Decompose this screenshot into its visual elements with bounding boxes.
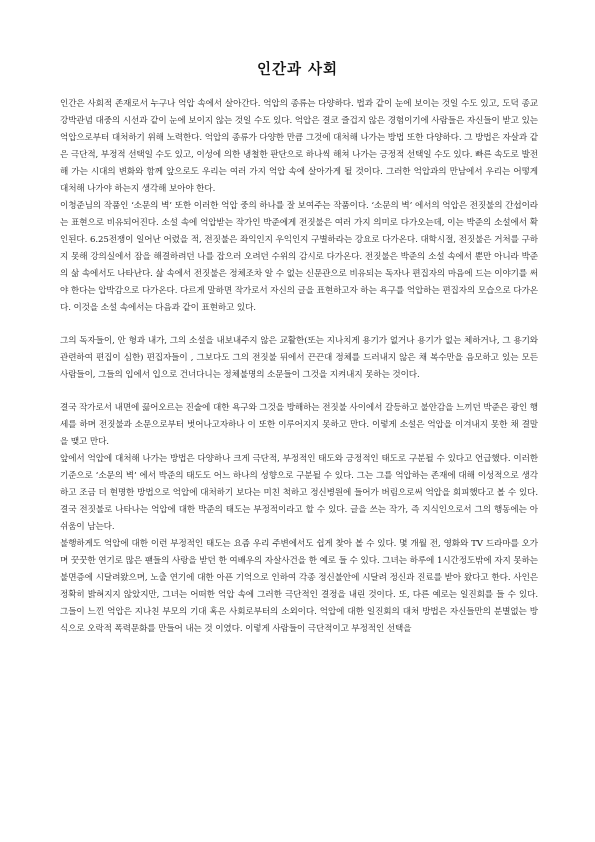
document-body [60, 96, 538, 638]
paragraph-intro: 인간은 사회적 존재로서 누구나 억압 속에서 살아간다. 억압의 종류는 다양하다. 법과 같이 눈에 보이는 것일 수도 있고, 도덕 종교 강박관념 대중의 시선과 같이 눈에 보이지 않는 것일 수도 있다. 억압은 결코 즐겁지 않은 경험이기에 사람들은 자신들이 받고 있는 억압으로부터 대처하기 위해 노력한다. 억압의 종류가 다양한 만큼 그것에 대처해 나가는 방법 또한 다양하다. 그 방법은 자살과 같은 극단적, 부정적 선택일 수도 있고, 이성에 의한 냉철한 판단으로 하나씩 해쳐 나가는 긍정적 선택일 수도 있다. 빠른 속도로 발전해 가는 시대의 변화와 함께 앞으로도 우리는 여러 가지 억압 속에 살아가게 될 것이다. 그러한 억압과의 만남에서 우리는 어떻게 대처해 나가야 하는지 생각해 보아야 한다. [60, 99, 538, 194]
paragraph-quotation: 그의 독자들이, 안 형과 내가, 그의 소설을 내보내주지 않은 교활한(또는 지나치게 용기가 없거나 용기가 없는 체하거나, 그 용기와 관련하여 편집이 심한) 편집자들이 , 그보다도 그의 전짓불 뒤에서 끈끈대 정체를 드러내지 않은 채 복수만을 음모하고 있는 모든 사람들이, 그들의 입에서 입으로 건너다니는 정체불명의 소문들이 그것을 지켜내지 못하는 것이다. [60, 336, 538, 380]
paragraph-modern-examples: 불행하게도 억압에 대한 이런 부정적인 태도는 요즘 우리 주변에서도 쉽게 찾아 볼 수 있다. 몇 개월 전, 영화와 TV 드라마를 오가며 꿋꿋한 연기로 많은 팬들의 사랑을 받던 한 여배우의 자살사건을 한 예로 들 수 있다. 그녀는 하루에 1시간정도밖에 자지 못하는 불면증에 시달려왔으며, 노출 연기에 대한 아픈 기억으로 인하여 각종 정신불안에 시달려 정신과 진료를 받아 왔다고 한다. 사인은 정확히 밝혀지지 않았지만, 그녀는 어떠한 억압 속에 그러한 극단적인 결정을 내린 것이다. 또, 다른 예로는 일진회를 들 수 있다. 그들이 느낀 억압은 지나친 부모의 기대 혹은 사회로부터의 소외이다. 억압에 대한 일진회의 대처 방법은 자신들만의 분별없는 방식으로 오락적 폭력문화를 만들어 내는 것 이였다. 이렇게 사람들이 극단적이고 부정적인 선택을 [60, 539, 538, 634]
paragraph-conclusion-of-novel: 결국 작가로서 내면에 끓어오르는 진술에 대한 욕구와 그것을 방해하는 전짓불 사이에서 갈등하고 불안감을 느끼던 박준은 광인 행세를 하며 전짓불과 소문으로부터 벗어나고자하나 이 또한 이루어지지 못하고 만다. 이렇게 소설은 억압을 이겨내지 못한 채 결말을 맺고 만다. [60, 403, 538, 447]
paragraph-attitude-analysis: 앞에서 억압에 대처해 나가는 방법은 다양하나 크게 극단적, 부정적인 태도와 긍정적인 태도로 구분될 수 있다고 언급했다. 이러한 기준으로 ‘소문의 벽’ 에서 박준의 태도도 어느 하나의 성향으로 구분될 수 있다. 그는 그를 억압하는 존재에 대해 이성적으로 생각하고 조금 더 현명한 방법으로 억압에 대처하기 보다는 미친 척하고 정신병원에 들어가 버림으로써 억압을 회피했다고 볼 수 있다. 결국 전짓불로 나타나는 억압에 대한 박준의 태도는 부정적이라고 할 수 있다. 글을 쓰는 작가, 즉 지식인으로서 그의 행동에는 아쉬움이 남는다. [60, 454, 538, 532]
page-title: 인간과 사회 [256, 62, 339, 78]
paragraph-wall-of-rumor: 이청준님의 작품인 ‘소문의 벽’ 또한 이러한 억압 중의 하나를 잘 보여주는 작품이다. ‘소문의 벽’ 에서의 억압은 전짓불의 간섭이라는 표현으로 비유되어진다. 소설 속에 억압받는 작가인 박준에게 전짓불은 여러 가지 의미로 다가오는데, 이는 박준의 소설에서 확인된다. 6.25전쟁이 일어난 어렸을 적, 전짓불은 좌익인지 우익인지 구별하라는 강요로 다가온다. 대학시절, 전짓불은 거처를 구하지 못해 강의실에서 잠을 해결하려던 나를 잡으러 오려던 수위의 감시로 다가온다. 전짓불은 박준의 소설 속에서 뿐만 아니라 박준의 삶 속에서도 나타난다. 삶 속에서 전짓불은 정체조차 알 수 없는 신문관으로 비유되는 독자나 편집자의 마음에 드는 이야기를 써야 한다는 압박감으로 다가온다. 다르게 말하면 작가로서 자신의 글을 표현하고자 하는 욕구를 억압하는 편집자의 모습으로 다가온다. 이것을 소설 속에서는 다음과 같이 표현하고 있다. [60, 201, 538, 313]
